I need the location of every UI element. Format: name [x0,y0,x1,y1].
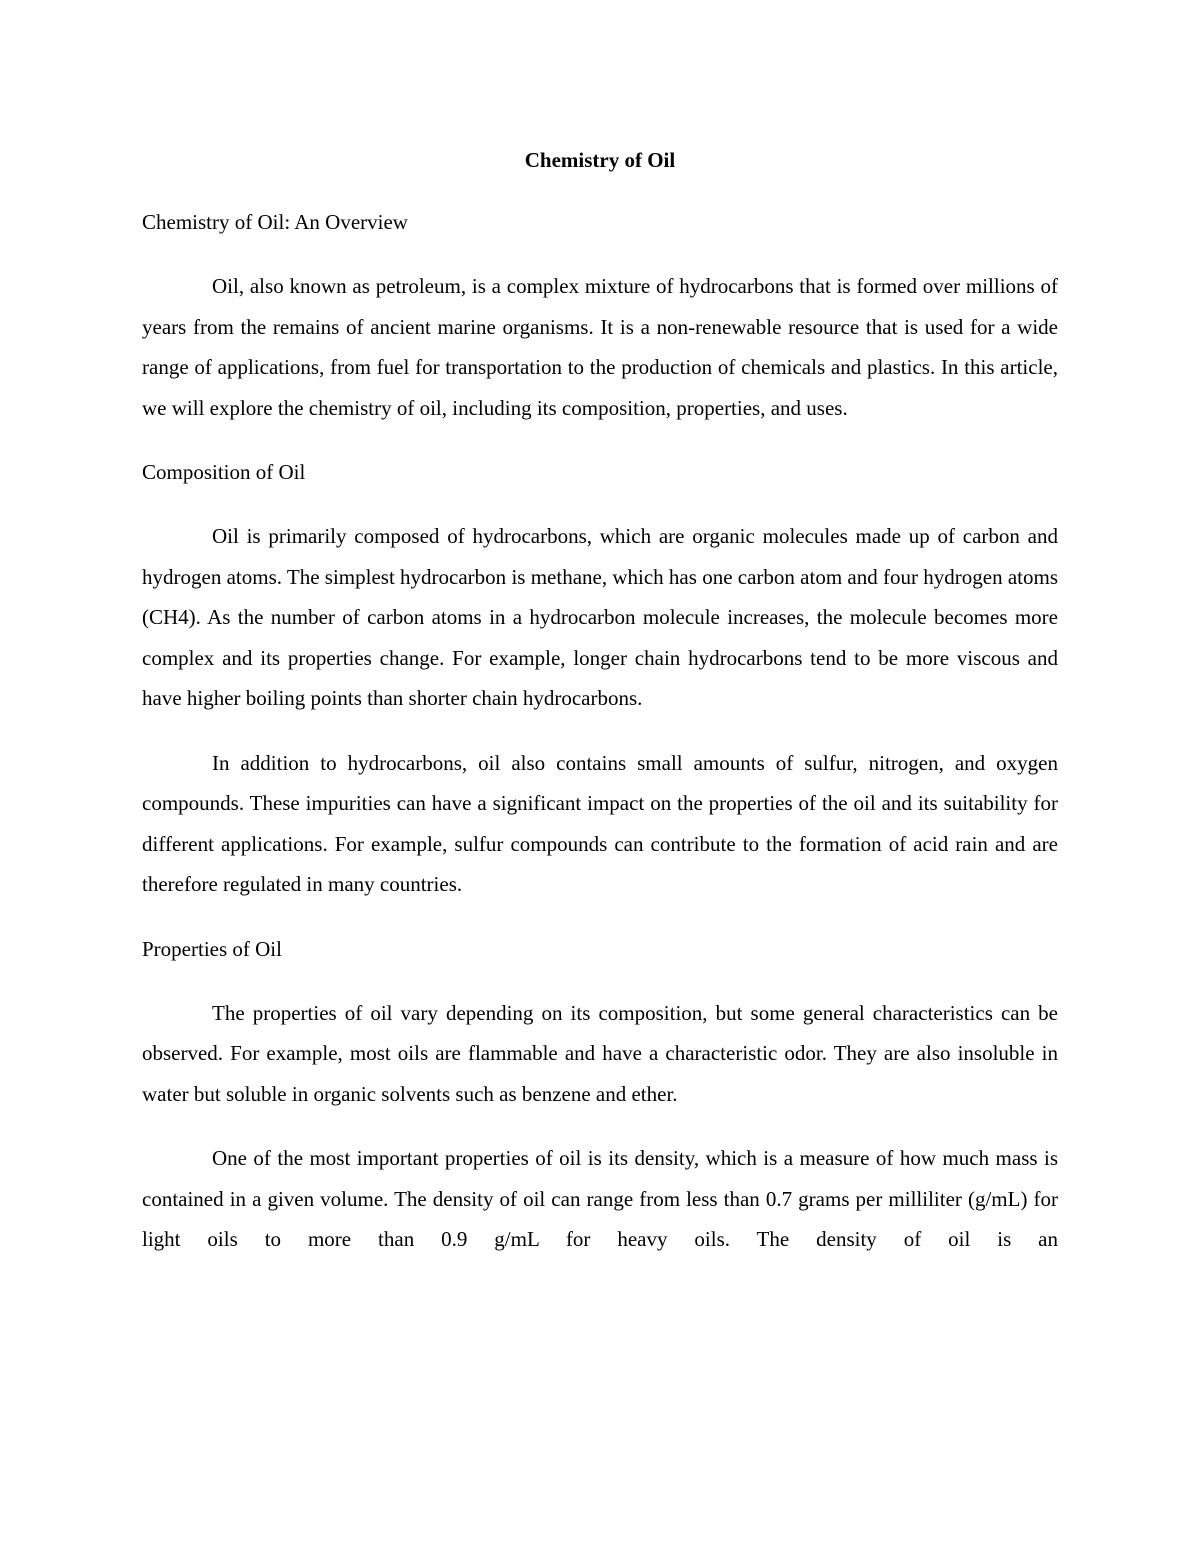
document-page [142,140,1058,1260]
paragraph-properties-1: The properties of oil vary depending on its composition, but some general characteristics can be observed. For example, most oils are flammable and have a characteristic odor. They are also insoluble in water but soluble in organic solvents such as benzene and ether. [142,1000,1058,1106]
paragraph-composition-2: In addition to hydrocarbons, oil also contains small amounts of sulfur, nitrogen, and oxygen compounds. These impurities can have a significant impact on the properties of the oil and its suitability for different applications. For example, sulfur compounds can contribute to the formation of acid rain and are therefore regulated in many countries. [142,750,1058,896]
section-heading-properties: Properties of Oil [142,936,282,961]
section-heading-composition: Composition of Oil [142,460,306,484]
section-heading-overview: Chemistry of Oil: An Overview [142,210,408,234]
paragraph-overview: Oil, also known as petroleum, is a complex mixture of hydrocarbons that is formed over millions of years from the remains of ancient marine organisms. It is a non-renewable resource that is used for a wide range of applications, from fuel for transportation to the production of chemicals and plastics. In this article, we will explore the chemistry of oil, including its composition, properties, and uses. [142,274,1058,420]
document-title: Chemistry of Oil [524,148,676,172]
paragraph-properties-2: One of the most important properties of oil is its density, which is a measure of how much mass is contained in a given volume. The density of oil can range from less than 0.7 grams per milliliter (g/mL) for light oils to more than 0.9 g/mL for heavy oils. The density of oil is an [142,1146,1058,1251]
paragraph-composition-1: Oil is primarily composed of hydrocarbons, which are organic molecules made up of carbon and hydrogen atoms. The simplest hydrocarbon is methane, which has one carbon atom and four hydrogen atoms (CH4). As the number of carbon atoms in a hydrocarbon molecule increases, the molecule becomes more complex and its properties change. For example, longer chain hydrocarbons tend to be more viscous and have higher boiling points than shorter chain hydrocarbons. [142,524,1058,710]
